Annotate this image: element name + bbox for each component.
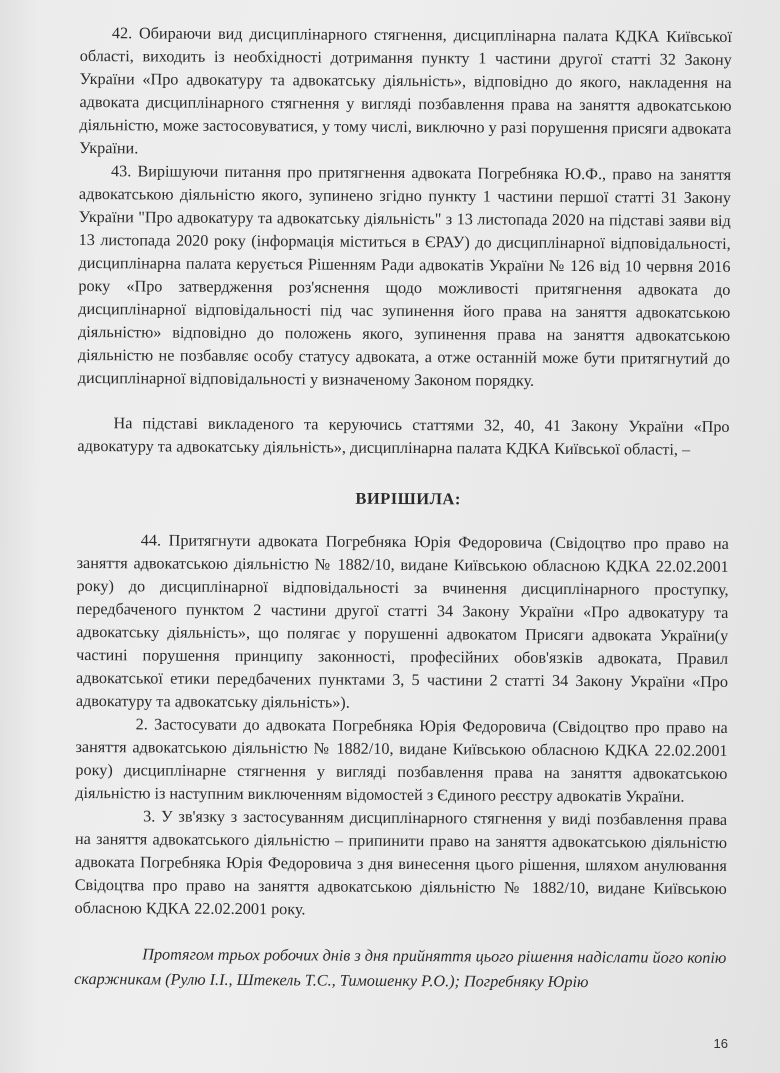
- paragraph-42: 42. Обираючи вид дисциплінарного стягнення, дисциплінарна палата КДКА Київської області, виходить із необхідності дотримання пункту 1 частини другої статті 32 Закону України «Про адвокатуру та адвокатську діяльність», відповідно до якого, накладення на адвоката дисциплінарного стягнення у вигляді позбавлення права на заняття адвокатською діяльністю, може застосовуватися, у тому числі, виключно у разі порушення присяги адвоката України.: [79, 24, 732, 158]
- closing-note: Протягом трьох робочих днів з дня прийняття цього рішення надіслати його копію скаржникам (Рулю І.І., Штекель Т.С., Тимошенку Р.О.); Погребняку Юрію: [74, 945, 727, 992]
- decision-item-2: 2. Застосувати до адвоката Погребняка Юрія Федоровича (Свідоцтво про право на заняття адвокатською діяльністю № 1882/10, видане Київською обласною КДКА 22.02.2001 року) дисциплінарне стягнення у вигляді позбавлення права на заняття адвокатською діяльністю із наступним виключенням відомостей з Єдиного реєстру адвокатів України.: [75, 715, 728, 806]
- decision-item-3: 3. У зв'язку з застосуванням дисциплінарного стягнення у виді позбавлення права на заняття адвокатського діяльністю – припинити право на заняття адвокатською діяльністю адвоката Погребняка Юрія Федоровича з дня винесення цього рішення, шляхом анулювання Свідоцтва про право на заняття адвокатською діяльністю № 1882/10, видане Київською обласною КДКА 22.02.2001 року.: [74, 807, 728, 919]
- page-number: 16: [713, 1036, 728, 1051]
- paragraph-43: 43. Вирішуючи питання про притягнення адвоката Погребняка Ю.Ф., право на заняття адвокатською діяльністю якого, зупинено згідно пункту 1 частини першої статті 31 Закону України "Про адвокатуру та адвокатську діяльність" з 13 листопада 2020 на підставі заяви від 13 листопада 2020 року (інформація міститься в ЄРАУ) до дисциплінарної відповідальності, дисциплінарна палата керується Рішенням Ради адвокатів України № 126 від 10 червня 2016 року «Про затвердження роз'яснення щодо можливості притягнення адвоката до дисциплінарної відповідальності під час зупинення його права на заняття адвокатською діяльністю» відповідно до положень якого, зупинення права на заняття адвокатською діяльністю не позбавляє особу статусу адвоката, а отже останній може бути притягнутий до дисциплінарної відповідальності у визначеному Законом порядку.: [77, 162, 732, 390]
- paragraph-legal-basis: На підставі викладеного та керуючись статтями 32, 40, 41 Закону України «Про адвокатуру та адвокатську діяльність», дисциплінарна палата КДКА Київської області, –: [77, 414, 730, 459]
- decision-item-44: 44. Притягнути адвоката Погребняка Юрія Федоровича (Свідоцтво про право на заняття адвокатською діяльністю № 1882/10, видане Київською обласною КДКА 22.02.2001 року) до дисциплінарної відповідальності за вчинення дисциплінарного проступку, передбаченого пунктом 2 частини другої статті 34 Закону України «Про адвокатуру та адвокатську діяльність», що полягає у порушенні адвокатом Присяги адвоката України(у частині порушення принципу законності, професійних обов'язків адвоката, Правил адвокатської етики передбачених пунктами 3, 5 частини 2 статті 34 Закону України «Про адвокатуру та адвокатську діяльність»).: [75, 531, 729, 712]
- document-body: [74, 22, 732, 1012]
- page-shadow: [0, 0, 40, 1073]
- decision-heading: ВИРІШИЛА:: [355, 488, 461, 509]
